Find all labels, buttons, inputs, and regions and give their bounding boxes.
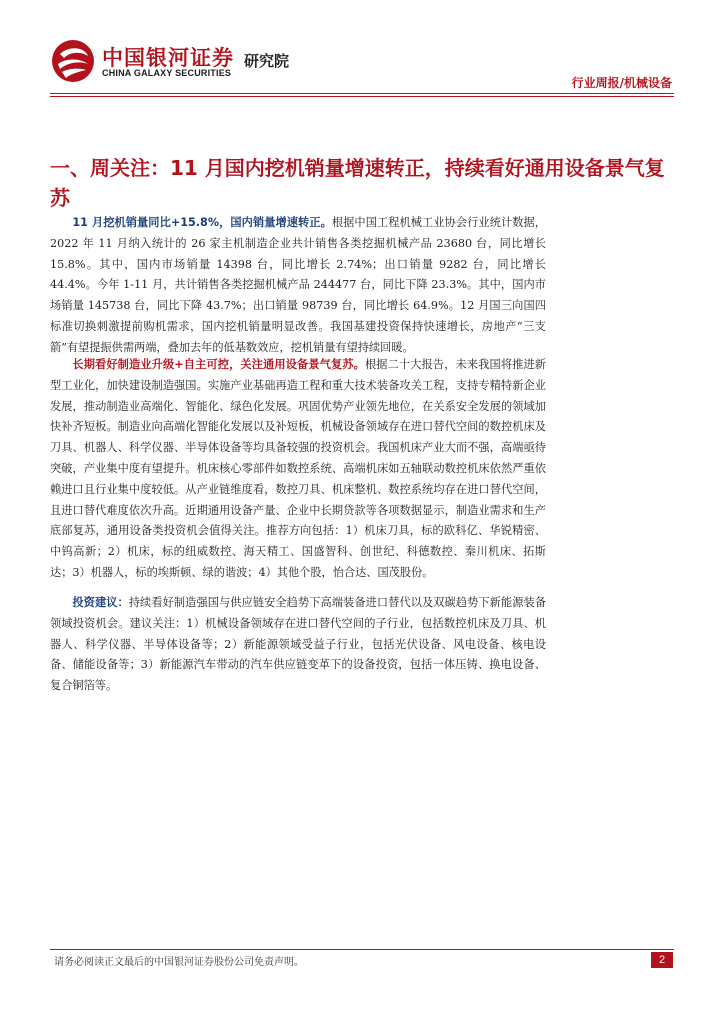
section-heading: 一、周关注：11 月国内挖机销量增速转正，持续看好通用设备景气复苏 xyxy=(50,156,665,210)
brand-name-cn: 中国银河证券 xyxy=(102,46,234,70)
paragraph-lead: 长期看好制造业升级+自主可控，关注通用设备景气复苏。 xyxy=(72,358,365,371)
paragraph-lead: 投资建议： xyxy=(72,596,129,609)
paragraph-body: 根据二十大报告，未来我国将推进新型工业化，加快建设制造强国。实施产业基础再造工程和重大技术装备攻关工程，支持专精特新企业发展，推动制造业高端化、智能化、绿色化发展。巩固优势产业领先地位，在关系安全发展的领域加快补齐短板。制造业向高端化智能化发展以及补短板，机械设备领域存在进口替代空间的数控机床及刀具、机器人、科学仪器、半导体设备等均具备较强的投资机会。我国机床产业大而不强，高端亟待突破，产业集中度有望提升。机床核心零部件如数控系统、高端机床如五轴联动数控机床依然严重依赖进口且行业集中度较低。从产业链维度看，数控刀具、机床整机、数控系统均存在进口替代空间，且进口替代难度依次升高。近期通用设备产量、企业中长期贷款等各项数据显示，制造业需求和生产底部复苏，通用设备类投资机会值得关注。推荐方向包括：1）机床刀具，标的欧科亿、华锐精密、中钨高新；2）机床，标的纽威数控、海天精工、国盛智科、创世纪、科德数控、秦川机床、拓斯达；3）机器人，标的埃斯顿、绿的谐波；4）其他个股，怡合达、国茂股份。 xyxy=(50,358,546,579)
header-divider-thin xyxy=(50,96,674,97)
header-divider xyxy=(50,93,674,94)
paragraph-body: 根据中国工程机械工业协会行业统计数据，2022 年 11 月纳入统计的 26 家主机制造企业共计销售各类挖掘机械产品 23680 台，同比增长 15.8%。其中，国内市场销量 14398 台，同比增长 2.74%；出口销量 9282 台，同比增长 44.4%。今年 1-11 月，共计销售各类挖掘机械产品 244477 台，同比下降 23.3%。其中，国内市场销量 145738 台，同比下降 43.7%；出口销量 98739 台，同比增长 64.9%。12 月国三向国四标准切换刺激提前购机需求，国内挖机销量明显改善。我国基建投资保持快速增长，房地产“三支箭”有望提振供需两端，叠加去年的低基数效应，挖机销量有望持续回暖。 xyxy=(50,216,546,354)
page-number: 2 xyxy=(651,952,673,968)
report-category: 行业周报/机械设备 xyxy=(571,76,672,90)
paragraph-manufacturing-upgrade xyxy=(50,355,546,584)
footer-divider xyxy=(50,949,674,950)
paragraph-investment-advice xyxy=(50,593,546,697)
paragraph-lead: 11 月挖机销量同比+15.8%，国内销量增速转正。 xyxy=(72,216,332,229)
disclaimer-notice: 请务必阅读正文最后的中国银河证券股份公司免责声明。 xyxy=(54,957,304,968)
galaxy-logo-icon xyxy=(50,38,96,84)
paragraph-excavator-sales xyxy=(50,213,546,359)
institute-label: 研究院 xyxy=(244,52,290,70)
brand-name-en: CHINA GALAXY SECURITIES xyxy=(102,68,232,78)
paragraph-body: 持续看好制造强国与供应链安全趋势下高端装备进口替代以及双碳趋势下新能源装备领域投资机会。建议关注：1）机械设备领域存在进口替代空间的子行业，包括数控机床及刀具、机器人、科学仪器、半导体设备等；2）新能源领域受益子行业，包括光伏设备、风电设备、核电设备、储能设备等；3）新能源汽车带动的汽车供应链变革下的设备投资，包括一体压铸、换电设备、复合铜箔等。 xyxy=(50,596,546,693)
